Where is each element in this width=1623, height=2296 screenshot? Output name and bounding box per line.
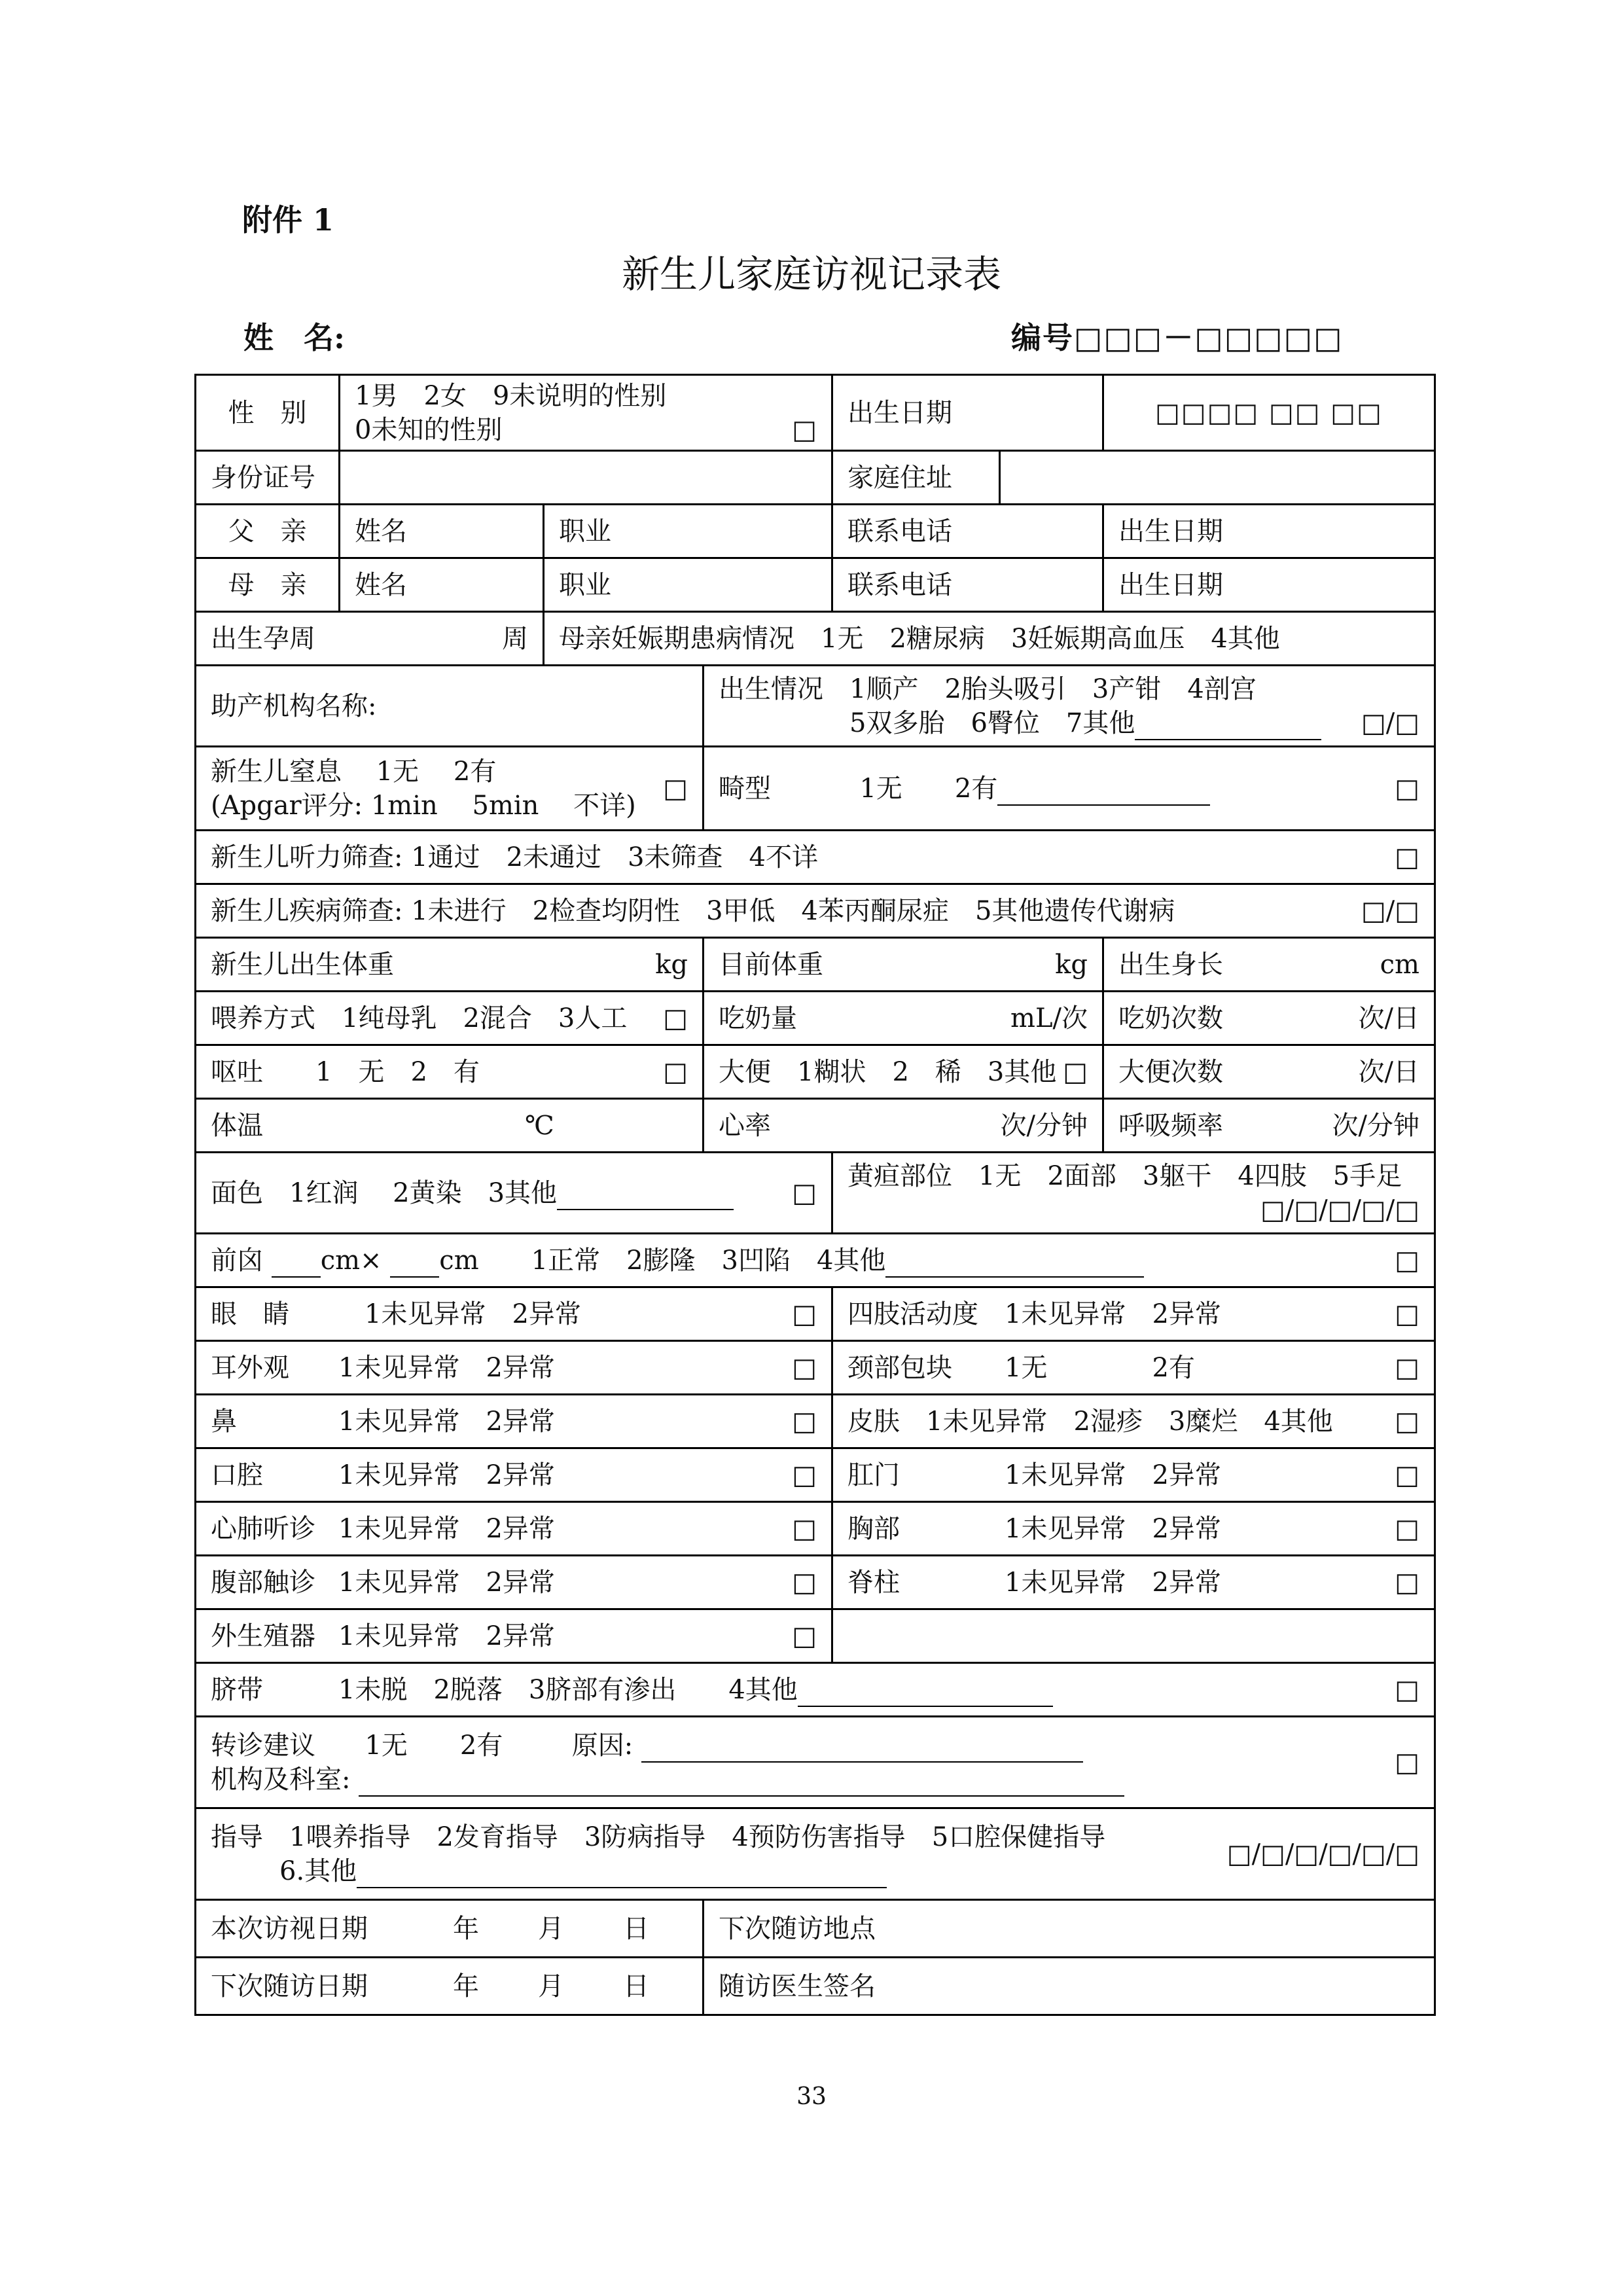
reason-label: 原因: — [571, 1730, 633, 1761]
disease-checkbox[interactable]: □/□ — [1361, 895, 1419, 926]
reason-line[interactable] — [641, 1739, 1083, 1763]
vomit-checkbox[interactable]: □ — [663, 1056, 688, 1087]
referral-options: 1无 2有 — [365, 1730, 503, 1761]
birth-length-label: 出生身长 — [1118, 949, 1223, 980]
institution-label: 机构及科室: — [211, 1764, 351, 1795]
birth-length-unit: cm — [1380, 949, 1419, 980]
fontanelle-checkbox[interactable]: □ — [1395, 1245, 1419, 1276]
neck-label: 颈部包块 — [847, 1352, 952, 1383]
complexion-options: 面色 1红润 2黄染 3其他 — [211, 1177, 558, 1208]
temp-label: 体温 — [211, 1110, 263, 1141]
eyes-label: 眼 睛 — [211, 1299, 289, 1329]
father-occupation-label[interactable]: 职业 — [544, 505, 832, 558]
heart-lung-cell[interactable] — [196, 1502, 832, 1556]
guidance-other-line[interactable] — [357, 1865, 887, 1888]
skin-options: 皮肤 1未见异常 2湿疹 3糜烂 4其他 — [847, 1406, 1333, 1437]
deformity-line[interactable] — [997, 782, 1210, 806]
visit-day: 日 — [623, 1913, 649, 1944]
navel-options: 1未脱 2脱落 3脐部有渗出 4其他 — [338, 1674, 798, 1705]
genital-cell[interactable] — [196, 1609, 832, 1663]
gender-cell[interactable] — [340, 375, 832, 451]
mother-birth-label[interactable]: 出生日期 — [1103, 558, 1435, 612]
institution-line[interactable] — [359, 1773, 1124, 1797]
hearing-screening: 新生儿听力筛查: 1通过 2未通过 3未筛查 4不详 — [211, 842, 818, 872]
spine-label: 脊柱 — [847, 1567, 900, 1598]
jaundice-cell[interactable] — [832, 1153, 1435, 1234]
milk-amount-unit: mL/次 — [1010, 1003, 1088, 1033]
spine-options: 1未见异常 2异常 — [1005, 1567, 1221, 1598]
navel-label: 脐带 — [211, 1674, 263, 1705]
mother-label: 母 亲 — [196, 558, 340, 612]
spine-checkbox[interactable]: □ — [1395, 1567, 1419, 1598]
anus-options: 1未见异常 2异常 — [1005, 1460, 1221, 1490]
visit-year: 年 — [453, 1913, 479, 1944]
guidance-checkbox[interactable]: □/□/□/□/□/□ — [1226, 1839, 1419, 1869]
ears-cell[interactable] — [196, 1341, 832, 1395]
temp-unit: ℃ — [525, 1110, 554, 1141]
complexion-checkbox[interactable]: □ — [792, 1177, 817, 1208]
id-label: 身份证号 — [196, 451, 340, 505]
genital-options: 1未见异常 2异常 — [338, 1621, 555, 1651]
milk-amount-label: 吃奶量 — [719, 1003, 797, 1033]
gestation-label: 出生孕周 — [211, 623, 315, 654]
mouth-cell[interactable] — [196, 1448, 832, 1502]
heart-rate-unit: 次/分钟 — [1000, 1110, 1088, 1141]
referral-cell[interactable] — [196, 1717, 1435, 1808]
apgar-score: (Apgar评分: 1min 5min 不详) — [211, 790, 636, 821]
chest-checkbox[interactable]: □ — [1395, 1513, 1419, 1544]
ears-checkbox[interactable]: □ — [792, 1352, 817, 1383]
navel-checkbox[interactable]: □ — [1395, 1674, 1419, 1705]
vomit-cell[interactable] — [196, 1045, 704, 1099]
neck-checkbox[interactable]: □ — [1395, 1352, 1419, 1383]
gestation-unit: 周 — [502, 623, 528, 654]
nose-checkbox[interactable]: □ — [792, 1406, 817, 1437]
birth-weight-cell[interactable] — [196, 938, 704, 992]
nose-options: 1未见异常 2异常 — [338, 1406, 555, 1437]
father-phone-label[interactable]: 联系电话 — [832, 505, 1103, 558]
address-field[interactable] — [1000, 451, 1435, 505]
gender-checkbox[interactable]: □ — [792, 414, 817, 445]
id-field[interactable] — [340, 451, 832, 505]
chest-options: 1未见异常 2异常 — [1005, 1513, 1221, 1544]
document-title: 新生儿家庭访视记录表 — [621, 252, 1001, 296]
guidance-other-label: 6.其他 — [279, 1856, 357, 1886]
jaundice-checkbox[interactable]: □/□/□/□/□ — [1260, 1194, 1419, 1225]
birth-date-boxes[interactable]: □□□□ □□ □□ — [1103, 375, 1435, 451]
page-number: 33 — [796, 2083, 827, 2110]
anus-cell[interactable] — [832, 1448, 1435, 1502]
current-weight-unit: kg — [1055, 949, 1088, 980]
milk-amount-cell[interactable] — [704, 992, 1103, 1045]
next-place-label[interactable]: 下次随访地点 — [704, 1900, 1435, 1958]
address-label: 家庭住址 — [832, 451, 1000, 505]
eyes-options: 1未见异常 2异常 — [365, 1299, 581, 1329]
father-birth-label[interactable]: 出生日期 — [1103, 505, 1435, 558]
guidance-cell[interactable] — [196, 1808, 1435, 1900]
mouth-checkbox[interactable]: □ — [792, 1460, 817, 1490]
attachment-label: 附件 1 — [242, 202, 334, 238]
stool-freq-label: 大便次数 — [1118, 1056, 1223, 1087]
genital-checkbox[interactable]: □ — [792, 1621, 817, 1651]
abdomen-label: 腹部触诊 — [211, 1567, 315, 1598]
father-name-label[interactable]: 姓名 — [340, 505, 544, 558]
mother-occupation-label[interactable]: 职业 — [544, 558, 832, 612]
heart-lung-label: 心肺听诊 — [211, 1513, 315, 1544]
gestation-cell[interactable] — [196, 612, 544, 666]
mouth-label: 口腔 — [211, 1460, 263, 1490]
birth-status-checkbox[interactable]: □/□ — [1361, 708, 1419, 738]
next-day: 日 — [623, 1971, 649, 2001]
chest-cell[interactable] — [832, 1502, 1435, 1556]
visit-date-cell[interactable] — [196, 1900, 704, 1958]
hearing-cell[interactable] — [196, 831, 1435, 884]
mouth-options: 1未见异常 2异常 — [338, 1460, 555, 1490]
referral-label: 转诊建议 — [211, 1730, 315, 1761]
milk-freq-label: 吃奶次数 — [1118, 1003, 1223, 1033]
stool-freq-cell[interactable] — [1103, 1045, 1435, 1099]
fontanelle-unit-x: cm× — [320, 1245, 382, 1276]
feeding-checkbox[interactable]: □ — [663, 1003, 688, 1033]
fontanelle-label: 前囟 — [211, 1245, 263, 1276]
navel-cell[interactable] — [196, 1663, 1435, 1717]
hearing-checkbox[interactable]: □ — [1395, 842, 1419, 872]
heart-rate-label: 心率 — [719, 1110, 771, 1141]
resp-cell[interactable] — [1103, 1099, 1435, 1153]
current-weight-label: 目前体重 — [719, 949, 823, 980]
limbs-checkbox[interactable]: □ — [1395, 1299, 1419, 1329]
milk-freq-unit: 次/日 — [1358, 1003, 1419, 1033]
fontanelle-length-line[interactable] — [272, 1254, 321, 1278]
ears-label: 耳外观 — [211, 1352, 289, 1383]
disease-screening: 新生儿疾病筛查: 1未进行 2检查均阴性 3甲低 4苯丙酮尿症 5其他遗传代谢病 — [211, 895, 1175, 926]
deformity-options: 1无 2有 — [859, 773, 998, 804]
abdomen-cell[interactable] — [196, 1556, 832, 1609]
resp-unit: 次/分钟 — [1332, 1110, 1419, 1141]
fontanelle-options: cm 1正常 2膨隆 3凹陷 4其他 — [439, 1245, 886, 1276]
asphyxia-cell[interactable] — [196, 747, 704, 831]
birth-status-cell[interactable] — [704, 666, 1435, 747]
skin-cell[interactable] — [832, 1395, 1435, 1448]
midwife-label[interactable]: 助产机构名称: — [196, 666, 704, 747]
nose-label: 鼻 — [211, 1406, 237, 1437]
visit-date-label: 本次访视日期 — [211, 1913, 368, 1944]
feeding-options: 喂养方式 1纯母乳 2混合 3人工 — [211, 1003, 628, 1033]
resp-label: 呼吸频率 — [1118, 1110, 1223, 1141]
fontanelle-other-line[interactable] — [885, 1254, 1144, 1278]
father-label: 父 亲 — [196, 505, 340, 558]
next-date-cell[interactable] — [196, 1958, 704, 2015]
gender-options: 1男 2女 9未说明的性别 — [355, 380, 667, 411]
maternal-illness[interactable]: 母亲妊娠期患病情况 1无 2糖尿病 3妊娠期高血压 4其他 — [544, 612, 1435, 666]
mother-name-label[interactable]: 姓名 — [340, 558, 544, 612]
complexion-line[interactable] — [557, 1187, 734, 1210]
gender-label: 性 别 — [196, 375, 340, 451]
navel-other-line[interactable] — [798, 1683, 1053, 1707]
next-date-label: 下次随访日期 — [211, 1971, 368, 2001]
fontanelle-cell[interactable] — [196, 1234, 1435, 1287]
ears-options: 1未见异常 2异常 — [338, 1352, 555, 1383]
nose-cell[interactable] — [196, 1395, 832, 1448]
next-month: 月 — [538, 1971, 564, 2001]
birth-weight-unit: kg — [655, 949, 688, 980]
birth-status-other-line[interactable] — [1135, 717, 1321, 740]
feeding-cell[interactable] — [196, 992, 704, 1045]
genital-label: 外生殖器 — [211, 1621, 315, 1651]
referral-checkbox[interactable]: □ — [1395, 1747, 1419, 1778]
guidance-options: 指导 1喂养指导 2发育指导 3防病指导 4预防伤害指导 5口腔保健指导 — [211, 1821, 1106, 1852]
temp-cell[interactable] — [196, 1099, 704, 1153]
visit-month: 月 — [538, 1913, 564, 1944]
stool-options: 大便 1糊状 2 稀 3其他 — [719, 1056, 1057, 1087]
anus-label: 肛门 — [847, 1460, 900, 1490]
gender-options-2: 0未知的性别 — [355, 414, 503, 445]
disease-screen-cell[interactable] — [196, 884, 1435, 938]
heart-lung-checkbox[interactable]: □ — [792, 1513, 817, 1544]
name-label: 姓 名: — [243, 320, 345, 355]
stool-checkbox[interactable]: □ — [1063, 1056, 1088, 1087]
abdomen-options: 1未见异常 2异常 — [338, 1567, 555, 1598]
visit-record-table — [194, 374, 1436, 2016]
anus-checkbox[interactable]: □ — [1395, 1460, 1419, 1490]
stool-cell[interactable] — [704, 1045, 1103, 1099]
limbs-options: 四肢活动度 1未见异常 2异常 — [847, 1299, 1221, 1329]
abdomen-checkbox[interactable]: □ — [792, 1567, 817, 1598]
deformity-cell[interactable] — [704, 747, 1435, 831]
deformity-label: 畸型 — [719, 773, 771, 804]
heart-lung-options: 1未见异常 2异常 — [338, 1513, 555, 1544]
birth-date-label: 出生日期 — [832, 375, 1103, 451]
stool-freq-unit: 次/日 — [1358, 1056, 1419, 1087]
birth-weight-label: 新生儿出生体重 — [211, 949, 394, 980]
code-label: 编号□□□－□□□□□ — [1011, 320, 1344, 355]
vomit-options: 呕吐 1 无 2 有 — [211, 1056, 480, 1087]
chest-label: 胸部 — [847, 1513, 900, 1544]
heart-rate-cell[interactable] — [704, 1099, 1103, 1153]
eyes-checkbox[interactable]: □ — [792, 1299, 817, 1329]
asphyxia-options: 新生儿窒息 1无 2有 — [211, 756, 497, 787]
next-year: 年 — [453, 1971, 479, 2001]
skin-checkbox[interactable]: □ — [1395, 1406, 1419, 1437]
asphyxia-checkbox[interactable]: □ — [663, 773, 688, 804]
birth-status-options-2: 5双多胎 6臀位 7其他 — [849, 708, 1135, 738]
eyes-cell[interactable] — [196, 1287, 832, 1341]
deformity-checkbox[interactable]: □ — [1395, 773, 1419, 804]
mother-phone-label[interactable]: 联系电话 — [832, 558, 1103, 612]
complexion-cell[interactable] — [196, 1153, 832, 1234]
neck-options: 1无 2有 — [1005, 1352, 1195, 1383]
milk-freq-cell[interactable] — [1103, 992, 1435, 1045]
fontanelle-width-line[interactable] — [390, 1254, 439, 1278]
limbs-cell[interactable] — [832, 1287, 1435, 1341]
spine-cell[interactable] — [832, 1556, 1435, 1609]
birth-status-options: 出生情况 1顺产 2胎头吸引 3产钳 4剖宫 — [719, 673, 1257, 704]
birth-length-cell[interactable] — [1103, 938, 1435, 992]
doctor-sign-label[interactable]: 随访医生签名 — [704, 1958, 1435, 2015]
empty-cell — [832, 1609, 1435, 1663]
current-weight-cell[interactable] — [704, 938, 1103, 992]
neck-cell[interactable] — [832, 1341, 1435, 1395]
jaundice-options: 黄疸部位 1无 2面部 3躯干 4四肢 5手足 — [847, 1160, 1402, 1191]
